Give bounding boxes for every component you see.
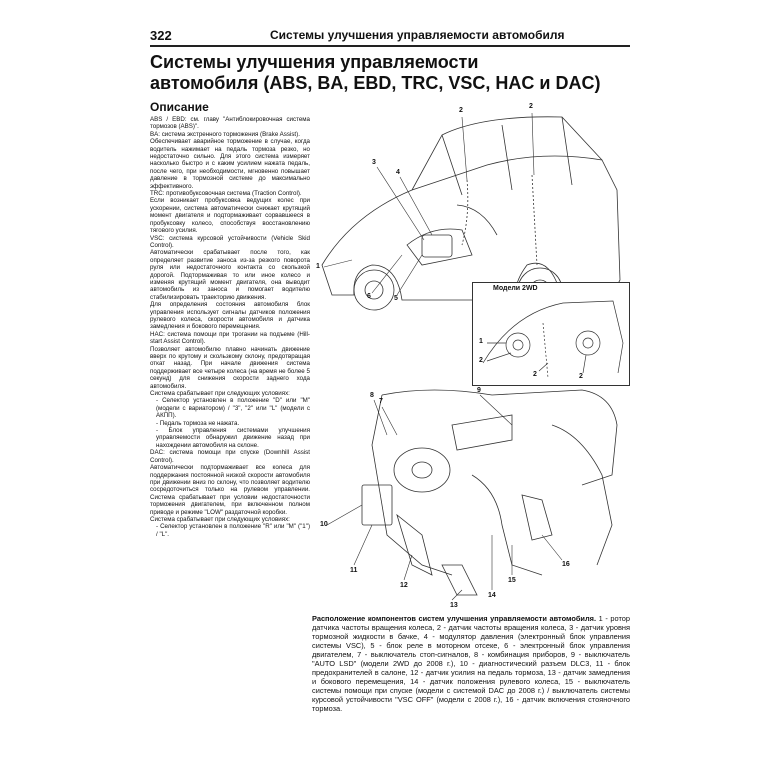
paragraph: Система срабатывает при следующих условиях: [150, 390, 290, 398]
paragraph: VSC: система курсовой устойчивости (Vehicle Skid Control). [150, 234, 310, 249]
callout-9: 9 [477, 387, 481, 394]
article-title-line-2: автомобиля (ABS, BA, EBD, TRC, VSC, HAC и DAC) [150, 73, 601, 93]
callout-8: 8 [370, 392, 374, 399]
inset-callout-1: 1 [479, 338, 483, 345]
callout-7: 7 [379, 398, 383, 405]
inset-callout-2: 2 [533, 371, 537, 378]
paragraph: Обеспечивает аварийное торможение в случае, когда водитель нажимает на педаль тормоза резко, но недостаточно сильно. Для этого система измеряет насколько быстро и с каким усилием нажата педаль, после чего, при необходимости, мгновенно повышает давление в тормозной системе до максимально эффективного. [150, 138, 310, 190]
callout-2: 2 [459, 107, 463, 114]
paragraph: BA: система экстренного торможения (Brake Assist). [150, 130, 300, 138]
running-title: Системы улучшения управляемости автомобиля [270, 28, 565, 42]
paragraph: Автоматически срабатывает после того, как определяет развитие заноса из-за резкого поворота руля или недостаточного контакта со скользкой дорогой. Подтормаживая то или иное колесо и изменяя крутящий момент двигателя, она выводит автомобиль из заноса и помогает водителю стабилизировать траекторию движения. [150, 249, 310, 301]
list-item: - Блок управления системами улучшения управляемости обнаружил движение назад при нахождении автомобиля на склоне. [156, 427, 310, 449]
list-item: - Селектор установлен в положение "D" или "M" (модели с вариатором) / "3", "2" или "L" (модели с АКПП). [156, 397, 310, 420]
description-column [150, 100, 310, 770]
list-item: - Педаль тормоза не нажата. [156, 419, 240, 427]
inset-2wd-models [472, 282, 630, 386]
paragraph: DAC: система помощи при спуске (Downhill Assist Control). [150, 449, 310, 464]
callout-14: 14 [488, 592, 496, 599]
paragraph: Если возникает пробуксовка ведущих колес при ускорении, система автоматически снижает крутящий момент двигателя и подтормаживает сорвавшееся в пробуксовку колесо, способствуя восстановлению тягового усилия. [150, 197, 310, 235]
article-title [150, 52, 630, 94]
callout-3: 3 [372, 159, 376, 166]
page-number: 322 [150, 28, 172, 43]
running-header [150, 27, 630, 47]
list-item: - Селектор установлен в положение "R" или "M" ("1") / "L". [156, 523, 310, 538]
callout-4: 4 [396, 169, 400, 176]
callout-10: 10 [320, 521, 328, 528]
paragraph: Для определения состояния автомобиля блок управления использует сигналы датчиков положения рулевого колеса, скорости автомобиля и датчика замедления и бокового перемещения. [150, 301, 310, 331]
article-title-line-1: Системы улучшения управляемости [150, 52, 479, 72]
callout-15: 15 [508, 577, 516, 584]
paragraph: Позволяет автомобилю плавно начинать движение вверх по крутому и скользкому склону, предотвращая откат назад. При начале движения система поддерживает все четыре колеса (на время не более 5 секунд) для снижения скорости заднего хода автомобиля. [150, 345, 310, 390]
caption-title: Расположение компонентов систем улучшения управляемости автомобиля. [312, 614, 597, 623]
callout-1: 1 [316, 263, 320, 270]
inset-label: Модели 2WD [493, 285, 538, 292]
inset-illustration [473, 283, 629, 385]
paragraph: TRC: противобуксовочная система (Traction Control). [150, 190, 302, 198]
section-heading: Описание [150, 100, 209, 114]
callout-5: 5 [394, 295, 398, 302]
callout-11: 11 [350, 567, 358, 574]
inset-callout-2: 2 [579, 373, 583, 380]
paragraph: Система срабатывает при следующих условиях: [150, 515, 290, 523]
callout-13: 13 [450, 602, 458, 609]
callout-6: 6 [367, 293, 371, 300]
figure-caption [312, 614, 630, 713]
caption-text: 1 - ротор датчика частоты вращения колеса, 2 - датчик частоты вращения колеса, 3 - датчик уровня тормозной жидкости в бачке, 4 - модулятор давления (электронный блок управления системы VSC), 5 - блок реле в моторном отсеке, 6 - электронный блок управления двигателем, 7 - выключатель стоп-сигналов, 8 - комбинация приборов, 9 - выключатель "AUTO LSD" (модели 2WD до 2008 г.), 10 - диагностический разъем DLC3, 11 - блок предохранителей в салоне, 12 - датчик усилия на педаль тормоза, 13 - датчик замедления и бокового перемещения, 14 - датчик положения рулевого колеса, 15 - выключатель системы помощи при спуске (модели с системой DAC до 2008 г.) / выключатель системы курсовой устойчивости "VSC OFF" (модели с 2008 г.), 16 - датчик включения стояночного тормоза. [312, 614, 631, 713]
callout-12: 12 [400, 582, 408, 589]
paragraph: ABS / EBD: см. главу "Антиблокировочная система тормозов (ABS)". [150, 116, 310, 131]
inset-callout-2: 2 [479, 357, 483, 364]
callout-2: 2 [529, 103, 533, 110]
paragraph: HAC: система помощи при трогании на подъеме (Hill-start Assist Control). [150, 330, 310, 346]
paragraph: Автоматически подтормаживает все колеса для поддержания постоянной низкой скорости автомобиля при движении вниз по склону, что позволяет водителю сосредоточиться только на рулевом управлении. Система срабатывает при условии недостаточности торможения двигателем, при включенном полном приводе и режиме "LOW" раздаточной коробки. [150, 464, 310, 516]
callout-16: 16 [562, 561, 570, 568]
